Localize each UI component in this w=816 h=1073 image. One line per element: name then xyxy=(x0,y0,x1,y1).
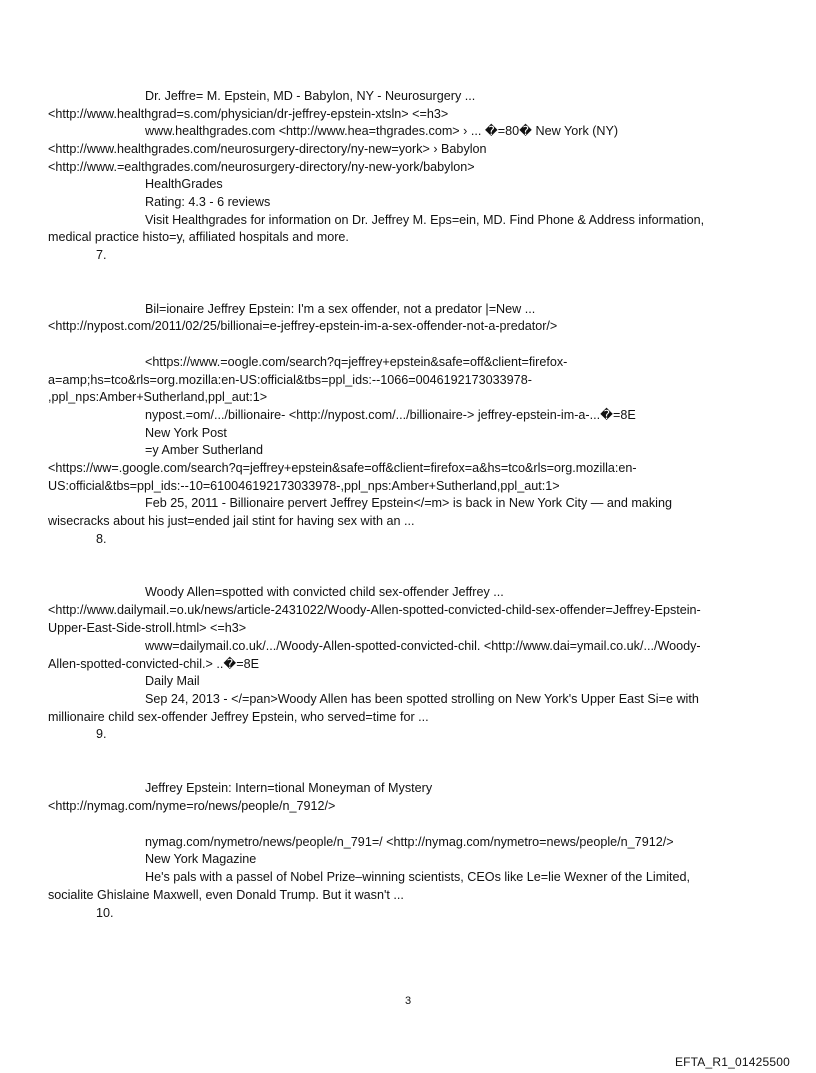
result-author-link: <https://ww=.google.com/search?q=jeffrey+epstein&safe=off&client=firefox=a&hs=tco&rls=org.mozilla:en- xyxy=(48,461,637,475)
result-title: Woody Allen=spotted with convicted child sex-offender Jeffrey ... xyxy=(145,585,504,599)
result-snippet: Sep 24, 2013 - </=pan>Woody Allen has been spotted strolling on New York's Upper East Si=e with xyxy=(145,692,699,706)
result-breadcrumb: www.healthgrades.com <http://www.hea=thgrades.com> › ... �=80� New York (NY) xyxy=(145,124,619,138)
result-snippet: millionaire child sex-offender Jeffrey Epstein, who served=time for ... xyxy=(48,710,429,724)
document-id: EFTA_R1_01425500 xyxy=(674,1055,790,1069)
result-source: New York Post xyxy=(145,426,227,440)
result-number: 7. xyxy=(96,248,107,262)
result-title: Dr. Jeffre= M. Epstein, MD - Babylon, NY - Neurosurgery ... xyxy=(145,89,476,103)
result-snippet: wisecracks about his just=ended jail stint for having sex with an ... xyxy=(48,514,415,528)
result-snippet: socialite Ghislaine Maxwell, even Donald Trump. But it wasn't ... xyxy=(48,888,404,902)
result-number: 9. xyxy=(96,727,107,741)
result-source: HealthGrades xyxy=(145,177,223,191)
result-snippet: medical practice histo=y, affiliated hospitals and more. xyxy=(48,230,349,244)
result-title-link: Upper-East-Side-stroll.html> <=h3> xyxy=(48,621,247,635)
result-source: New York Magazine xyxy=(145,852,257,866)
result-title: Jeffrey Epstein: Intern=tional Moneyman of Mystery xyxy=(145,781,433,795)
result-snippet: Feb 25, 2011 - Billionaire pervert Jeffrey Epstein</=m> is back in New York City — and making xyxy=(145,496,672,510)
result-source: Daily Mail xyxy=(145,674,200,688)
result-title-link: <http://www.dailymail.=o.uk/news/article-2431022/Woody-Allen-spotted-convicted-child-sex-offender=Jeffrey-Epstein- xyxy=(48,603,701,617)
result-author: =y Amber Sutherland xyxy=(145,443,263,457)
result-snippet: He's pals with a passel of Nobel Prize–winning scientists, CEOs like Le=lie Wexner of the Limited, xyxy=(145,870,691,884)
result-author-link: US:official&tbs=ppl_ids:--10=610046192173033978-,ppl_nps:Amber+Sutherland,ppl_aut:1> xyxy=(48,479,560,493)
page-number: 3 xyxy=(404,995,412,1007)
result-number: 8. xyxy=(96,532,107,546)
result-title: Bil=ionaire Jeffrey Epstein: I'm a sex offender, not a predator |=New ... xyxy=(145,302,536,316)
result-breadcrumb: Allen-spotted-convicted-chil.> ..�=8E xyxy=(48,657,260,671)
result-search-link: <https://www.=oogle.com/search?q=jeffrey+epstein&safe=off&client=firefox- xyxy=(145,355,568,369)
result-rating: Rating: 4.3 - 6 reviews xyxy=(145,195,271,209)
result-breadcrumb: nymag.com/nymetro/news/people/n_791=/ <http://nymag.com/nymetro=news/people/n_7912/> xyxy=(145,835,674,849)
result-snippet: Visit Healthgrades for information on Dr. Jeffrey M. Eps=ein, MD. Find Phone & Address information, xyxy=(145,213,705,227)
result-search-link: ,ppl_nps:Amber+Sutherland,ppl_aut:1> xyxy=(48,390,268,404)
result-number: 10. xyxy=(96,906,114,920)
result-search-link: a=amp;hs=tco&rls=org.mozilla:en-US:official&tbs=ppl_ids:--1066=0046192173033978- xyxy=(48,373,532,387)
result-title-link: <http://nymag.com/nyme=ro/news/people/n_7912/> xyxy=(48,799,336,813)
result-title-link: <http://www.healthgrad=s.com/physician/dr-jeffrey-epstein-xtsln> <=h3> xyxy=(48,107,449,121)
result-breadcrumb: <http://www.healthgrades.com/neurosurgery-directory/ny-new=york> › Babylon xyxy=(48,142,487,156)
result-breadcrumb: <http://www.=ealthgrades.com/neurosurgery-directory/ny-new-york/babylon> xyxy=(48,160,475,174)
result-breadcrumb: nypost.=om/.../billionaire- <http://nypost.com/.../billionaire-> jeffrey-epstein-im-a-...�=8E xyxy=(145,408,636,422)
result-breadcrumb: www=dailymail.co.uk/.../Woody-Allen-spotted-convicted-chil. <http://www.dai=ymail.co.uk/.../Woody- xyxy=(145,639,701,653)
result-title-link: <http://nypost.com/2011/02/25/billionai=e-jeffrey-epstein-im-a-sex-offender-not-a-predator/> xyxy=(48,319,558,333)
